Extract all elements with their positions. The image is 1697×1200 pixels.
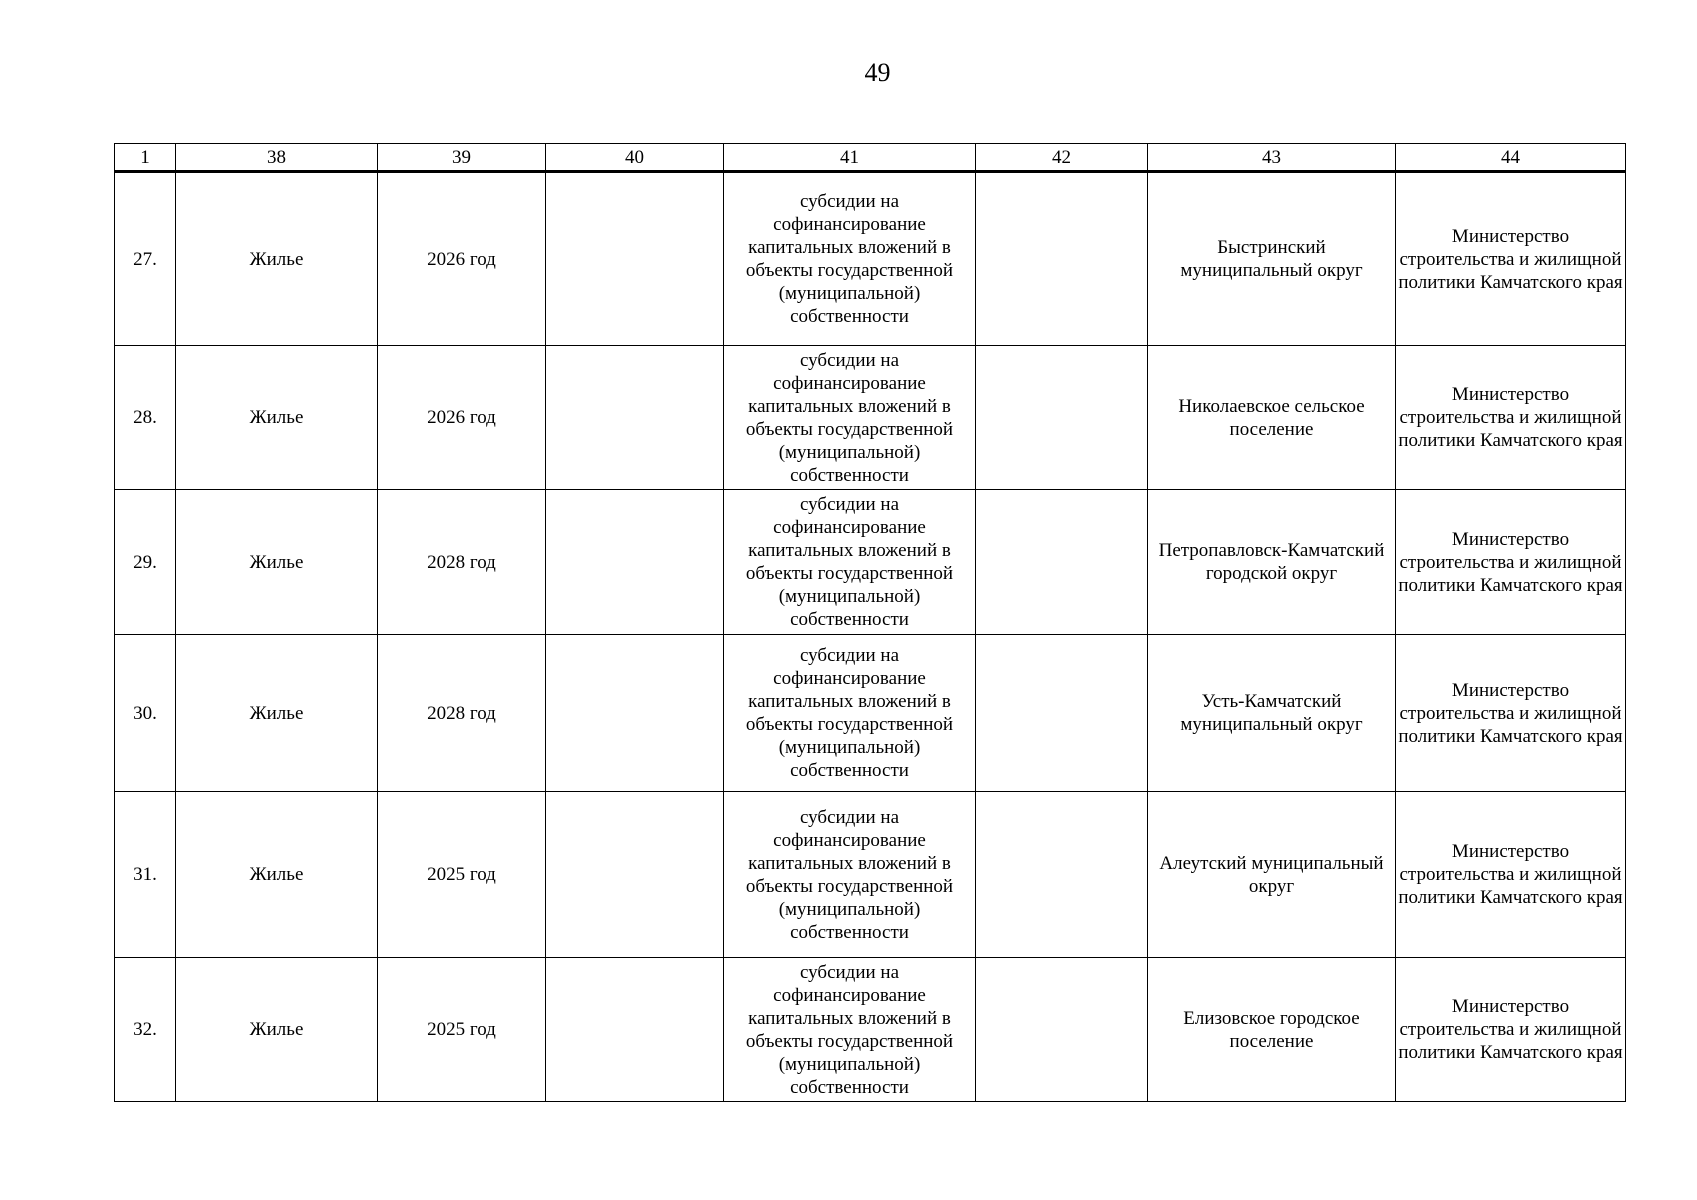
- header-cell-1: 1: [115, 144, 176, 172]
- col40-cell: [546, 346, 724, 490]
- municipality-cell: Быстринский муниципальный округ: [1148, 172, 1396, 346]
- col42-cell: [976, 635, 1148, 792]
- object-type-cell: Жилье: [176, 346, 378, 490]
- row-number-cell: 30.: [115, 635, 176, 792]
- col40-cell: [546, 172, 724, 346]
- object-type-cell: Жилье: [176, 172, 378, 346]
- col42-cell: [976, 958, 1148, 1102]
- table-row: [115, 490, 1626, 635]
- funding-type-cell: субсидии на софинансирование капитальных вложений в объекты государственной (муниципальной) собственности: [724, 958, 976, 1102]
- table-row: [115, 792, 1626, 958]
- table-header: [115, 144, 1626, 172]
- table-row: [115, 635, 1626, 792]
- col42-cell: [976, 172, 1148, 346]
- header-cell-43: 43: [1148, 144, 1396, 172]
- ministry-cell: Министерство строительства и жилищной политики Камчатского края: [1396, 958, 1626, 1102]
- header-cell-40: 40: [546, 144, 724, 172]
- header-cell-38: 38: [176, 144, 378, 172]
- row-number-cell: 29.: [115, 490, 176, 635]
- object-type-cell: Жилье: [176, 635, 378, 792]
- header-cell-39: 39: [378, 144, 546, 172]
- object-type-cell: Жилье: [176, 792, 378, 958]
- year-cell: 2025 год: [378, 792, 546, 958]
- year-cell: 2026 год: [378, 172, 546, 346]
- row-number-cell: 28.: [115, 346, 176, 490]
- col40-cell: [546, 792, 724, 958]
- header-cell-42: 42: [976, 144, 1148, 172]
- year-cell: 2025 год: [378, 958, 546, 1102]
- ministry-cell: Министерство строительства и жилищной политики Камчатского края: [1396, 346, 1626, 490]
- funding-type-cell: субсидии на софинансирование капитальных вложений в объекты государственной (муниципальной) собственности: [724, 792, 976, 958]
- table-row: [115, 172, 1626, 346]
- funding-type-cell: субсидии на софинансирование капитальных вложений в объекты государственной (муниципальной) собственности: [724, 635, 976, 792]
- object-type-cell: Жилье: [176, 490, 378, 635]
- municipality-cell: Елизовское городское поселение: [1148, 958, 1396, 1102]
- year-cell: 2028 год: [378, 635, 546, 792]
- header-row: [115, 144, 1626, 172]
- funding-type-cell: субсидии на софинансирование капитальных вложений в объекты государственной (муниципальной) собственности: [724, 346, 976, 490]
- ministry-cell: Министерство строительства и жилищной политики Камчатского края: [1396, 792, 1626, 958]
- municipality-cell: Петропавловск-Камчатский городской округ: [1148, 490, 1396, 635]
- row-number-cell: 27.: [115, 172, 176, 346]
- table-row: [115, 958, 1626, 1102]
- col40-cell: [546, 958, 724, 1102]
- col42-cell: [976, 490, 1148, 635]
- col42-cell: [976, 792, 1148, 958]
- header-cell-44: 44: [1396, 144, 1626, 172]
- year-cell: 2026 год: [378, 346, 546, 490]
- row-number-cell: 32.: [115, 958, 176, 1102]
- data-table: [114, 143, 1626, 1102]
- table-container: [114, 143, 1625, 1102]
- ministry-cell: Министерство строительства и жилищной политики Камчатского края: [1396, 635, 1626, 792]
- col40-cell: [546, 490, 724, 635]
- object-type-cell: Жилье: [176, 958, 378, 1102]
- year-cell: 2028 год: [378, 490, 546, 635]
- ministry-cell: Министерство строительства и жилищной политики Камчатского края: [1396, 490, 1626, 635]
- ministry-cell: Министерство строительства и жилищной политики Камчатского края: [1396, 172, 1626, 346]
- municipality-cell: Алеутский муниципальный округ: [1148, 792, 1396, 958]
- table-row: [115, 346, 1626, 490]
- municipality-cell: Усть-Камчатский муниципальный округ: [1148, 635, 1396, 792]
- header-cell-41: 41: [724, 144, 976, 172]
- page-number: 49: [864, 58, 891, 87]
- col40-cell: [546, 635, 724, 792]
- municipality-cell: Николаевское сельское поселение: [1148, 346, 1396, 490]
- table-body: [115, 172, 1626, 1102]
- funding-type-cell: субсидии на софинансирование капитальных вложений в объекты государственной (муниципальной) собственности: [724, 490, 976, 635]
- row-number-cell: 31.: [115, 792, 176, 958]
- col42-cell: [976, 346, 1148, 490]
- funding-type-cell: субсидии на софинансирование капитальных вложений в объекты государственной (муниципальной) собственности: [724, 172, 976, 346]
